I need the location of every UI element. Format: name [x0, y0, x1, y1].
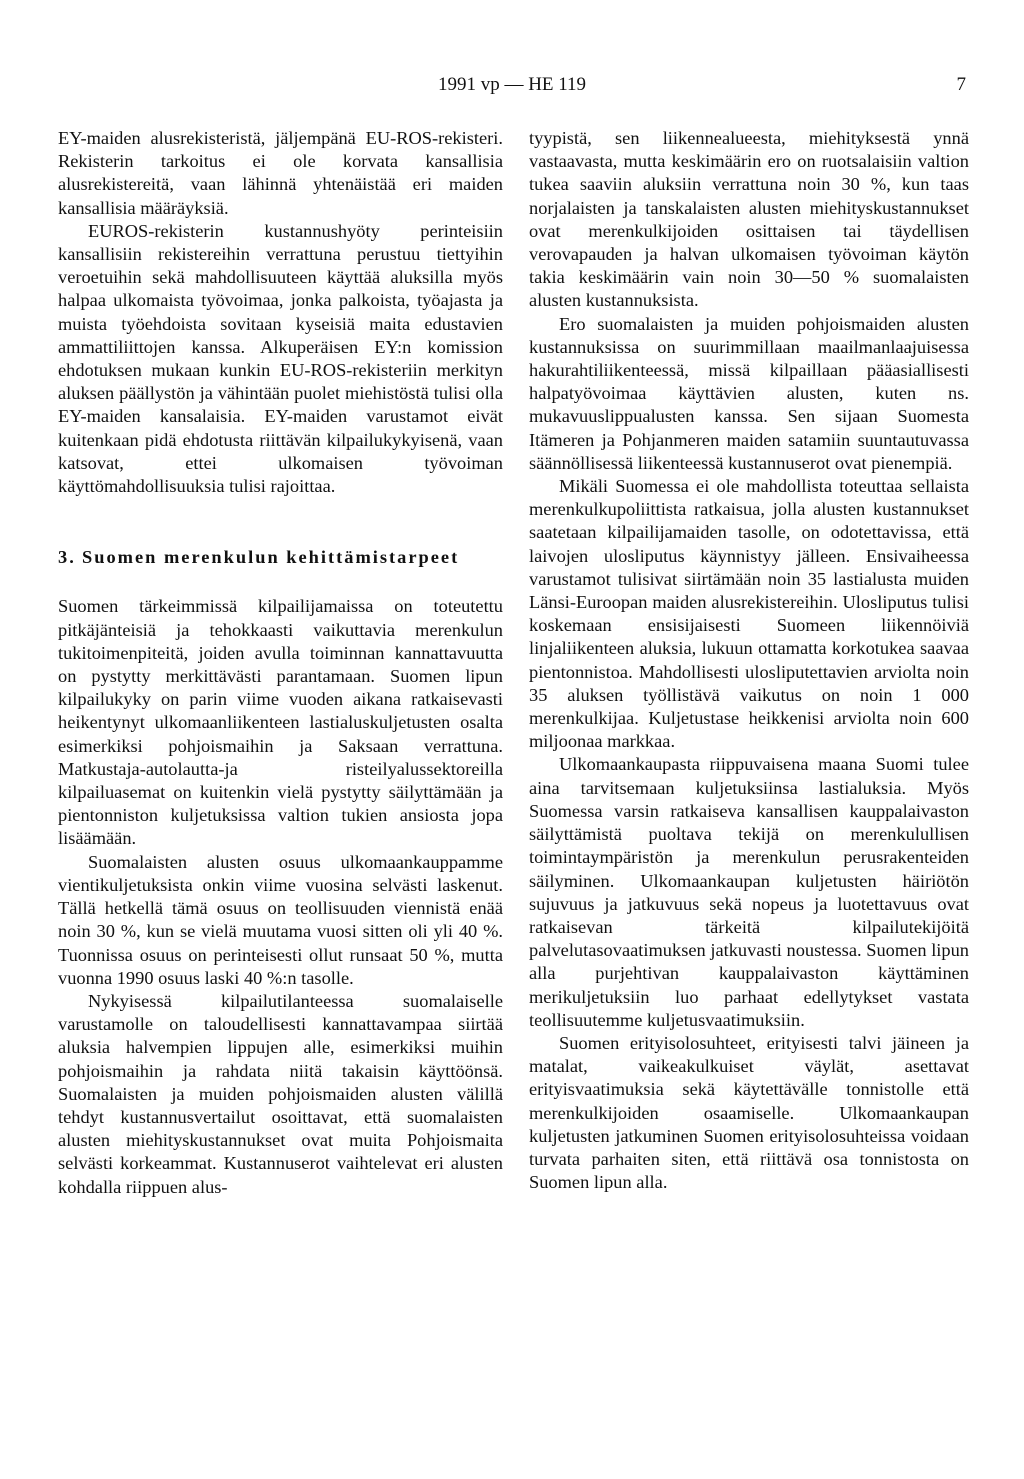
- paragraph: EY-maiden alusrekisteristä, jäljempänä EU-ROS-rekisteri. Rekisterin tarkoitus ei ole korvata kansallisia alusrekistereitä, vaan lähinnä yhtenäistää eri maiden kansallisia määräyksiä.: [58, 128, 503, 218]
- paragraph: tyypistä, sen liikennealueesta, miehityksestä ynnä vastaavasta, mutta keskimäärin ero on ruotsalaisiin valtion tukea saaviin aluksiin verrattuna noin 30 %, kun taas norjalaisten ja tanskalaisten alusten miehityskustannukset ovat merenkulkijoiden osittaisen tai täydellisen verovapauden ja halvan ulkomaisen työvoiman käytön takia keskimäärin vain noin 30—50 % suomalaisten alusten kustannuksista.: [529, 128, 969, 311]
- page-header: [0, 74, 1024, 104]
- paragraph: Mikäli Suomessa ei ole mahdollista toteuttaa sellaista merenkulkupoliittista ratkaisua, jolla alusten kustannukset saatetaan kilpailijamaiden tasolle, on odotettavissa, että laivojen ulosliputus käynnistyy jälleen. Ensivaiheessa varustamot tulisivat siirtämään noin 35 lastialusta muiden Länsi-Euroopan maiden alusrekistereihin. Ulosliputus tulisi koskemaan ensisijaisesti Suomeen liikennöiviä linjaliikenteen aluksia, lukuun ottamatta korkotukea saavaa pientonnistoa. Mahdollisesti ulosliputettavien arviolta noin 35 aluksen työllistävä vaikutus on noin 1 000 merenkulkijaa. Kuljetustase heikkenisi arviolta noin 600 miljoonaa markkaa.: [529, 476, 969, 752]
- page-number: 7: [956, 74, 966, 95]
- section-number: 3.: [58, 547, 76, 568]
- right-column: [529, 127, 969, 1194]
- document-title: 1991 vp — HE 119: [437, 74, 587, 95]
- paragraph: Suomen erityisolosuhteet, erityisesti talvi jäineen ja matalat, vaikeakulkuiset väylät, asettavat erityisvaatimuksia sekä käytettävälle tonnistolle että merenkulkijoiden osaamiselle. Ulkomaankaupan kuljetusten jatkuminen Suomen erityisolosuhteissa voidaan turvata parhaiten siten, että riittävä osa tonnistosta on Suomen lipun alla.: [529, 1032, 969, 1193]
- paragraph: Ero suomalaisten ja muiden pohjoismaiden alusten kustannuksissa on suurimmillaan maailmanlaajuisessa hakurahtiliikenteessä, missä kilpaillaan pääasiallisesti halpatyövoimaa käyttävien alusten, kuten ns. mukavuuslippualusten kanssa. Sen sijaan Suomesta Itämeren ja Pohjanmeren maiden satamiin suuntautuvassa säännöllisessä liikenteessä kustannuserot ovat pienempiä.: [529, 313, 969, 473]
- paragraph: Ulkomaankaupasta riippuvaisena maana Suomi tulee aina tarvitsemaan kuljetuksiinsa lastialuksia. Myös Suomessa varsin ratkaiseva kansallisen kauppalaivaston säilyttämistä puoltava tekijä on merenkulullisen toimintaympäristön ja merenkulun perusrakenteiden säilyminen. Ulkomaankaupan kuljetusten häiriötön sujuvuus ja jatkuvuus sekä nopeus ja luotettavuus ovat ratkaisevan tärkeitä kilpailutekijöitä palvelutasovaatimuksen jatkuvasti noustessa. Suomen lipun alla purjehtivan kauppalaivaston käyttäminen merikuljetuksiin luo parhaat edellytykset vastata teollisuutemme kuljetusvaatimuksiin.: [529, 754, 969, 1030]
- section-title: Suomen merenkulun kehittämistarpeet: [82, 547, 460, 568]
- section-heading: [58, 546, 503, 569]
- paragraph: Suomen tärkeimmissä kilpailijamaissa on toteutettu pitkäjänteisiä ja tehokkaasti vaikuttavia merenkulun tukitoimenpiteitä, joiden avulla toiminnan kannattavuutta on pystytty merkittävästi parantamaan. Suomen lipun kilpailukyky on parin viime vuoden aikana ratkaisevasti heikentynyt ulkomaanliikenteen lastialuskuljetusten osalta esimerkiksi pohjoismaihin ja Saksaan verrattuna. Matkustaja-autolautta-ja risteilyalussektoreilla kilpailuasemat on kuitenkin vielä pystytty säilyttämään ja pientonniston kuljetuksissa valtion tukien ansiosta jopa lisäämään.: [58, 596, 503, 849]
- paragraph: Suomalaisten alusten osuus ulkomaankauppamme vientikuljetuksista onkin viime vuosina selvästi laskenut. Tällä hetkellä tämä osuus on teollisuuden viennistä enää noin 30 %, kun se vielä muutama vuosi sitten oli yli 40 %. Tuonnissa osuus on perinteisesti ollut runsaat 50 %, mutta vuonna 1990 osuus laski 40 %:n tasolle.: [58, 851, 503, 988]
- left-column: [58, 127, 503, 1199]
- paragraph: Nykyisessä kilpailutilanteessa suomalaiselle varustamolle on taloudellisesti kannattavampaa siirtää aluksia halvempien lippujen alle, esimerkiksi muihin pohjoismaihin ja rahdata niitä takaisin käyttöönsä. Suomalaisten ja muiden pohjoismaiden alusten välillä tehdyt kustannusvertailut osoittavat, että suomalaisten alusten miehityskustannukset ovat muita Pohjoismaita selvästi korkeammat. Kustannuserot vaihtelevat eri alusten kohdalla riippuen alus-: [58, 990, 503, 1197]
- paragraph: EUROS-rekisterin kustannushyöty perinteisiin kansallisiin rekistereihin verrattuna perustuu tiettyihin veroetuihin sekä mahdollisuuteen käyttää aluksilla myös halpaa ulkomaista työvoimaa, jonka palkoista, työajasta ja muista työehdoista sovitaan kyseisiä maita edustavien ammattiliittojen kanssa. Alkuperäisen EY:n komission ehdotuksen mukaan kunkin EU-ROS-rekisteriin merkityn aluksen päällystön ja vähintään puolet miehistöstä tulisi olla EY-maiden kansalaisia. EY-maiden varustamot eivät kuitenkaan pidä ehdotusta riittävän kilpailukykyisenä, vaan katsovat, ettei ulkomaisen työvoiman käyttömahdollisuuksia tulisi rajoittaa.: [58, 220, 503, 497]
